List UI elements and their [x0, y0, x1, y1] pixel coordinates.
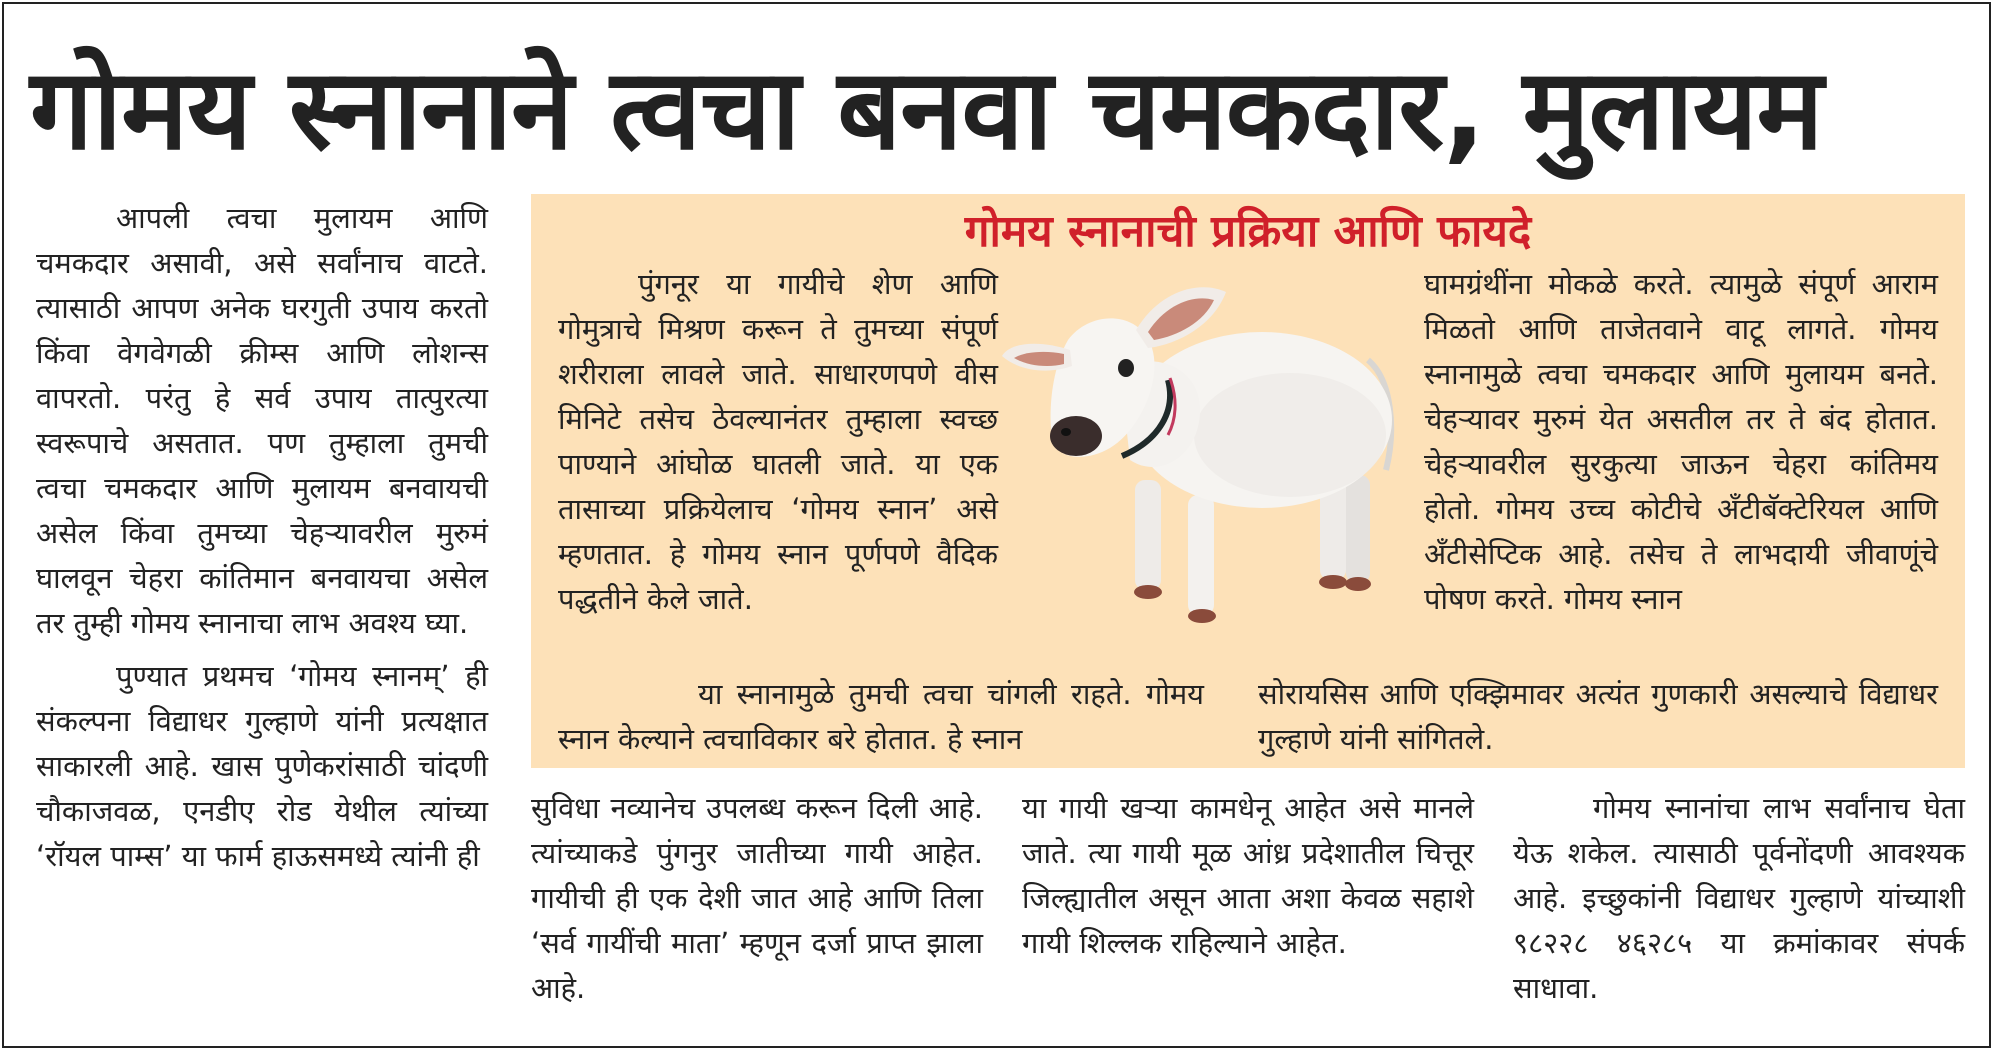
bottom-column-3 — [1022, 786, 1474, 966]
bottom-column-4 — [1513, 786, 1965, 1011]
left-paragraph-1: आपली त्वचा मुलायम आणि चमकदार असावी, असे सर्वांनाच वाटते. त्यासाठी आपण अनेक घरगुती उपाय करतो किंवा वेगवेगळी क्रीम्स आणि लोशन्स वापरतो. परंतु हे सर्व उपाय तात्पुरत्या स्वरूपाचे असतात. पण तुम्हाला तुमची त्वचा चमकदार आणि मुलायम बनवायची असेल किंवा तुमच्या चेहऱ्यावरील मुरुमं घालवून चेहरा कांतिमान बनवायचा असेल तर तुम्ही गोमय स्नानाचा लाभ अवश्य घ्या. — [36, 201, 488, 640]
left-paragraph-2: पुण्यात प्रथमच ‘गोमय स्नानम्’ ही संकल्पना विद्याधर गुल्हाणे यांनी प्रत्यक्षात साकारली आहे. खास पुणेकरांसाठी चांदणी चौकाजवळ, एनडीए रोड येथील त्यांच्या ‘रॉयल पाम्स’ या फार्म हाऊसमध्ये त्यांनी ही — [36, 659, 488, 873]
left-column — [36, 196, 488, 879]
box-left-text: पुंगनूर या गायीचे शेण आणि गोमुत्राचे मिश्रण करून ते तुमच्या संपूर्ण शरीराला लावले जाते. साधारणपणे वीस मिनिटे तसेच ठेवल्यानंतर तुम्हाला स्वच्छ पाण्याने आंघोळ घातली जाते. या एक तासाच्या प्रक्रियेलाच ‘गोमय स्नान’ असे म्हणतात. हे गोमय स्नान पूर्णपणे वैदिक पद्धतीने केले जाते. — [558, 267, 998, 616]
box-bottom-left-block — [558, 672, 1204, 762]
cow-photo — [1000, 270, 1420, 630]
bottom-column-3-text: या गायी खऱ्या कामधेनू आहेत असे मानले जाते. त्या गायी मूळ आंध्र प्रदेशातील चित्तूर जिल्ह्यातील असून आता अशा केवळ सहाशे गायी शिल्लक राहिल्याने आहेत. — [1022, 791, 1474, 960]
box-bottom-right-block — [1258, 672, 1938, 762]
box-bottom-left-text: या स्नानामुळे तुमची त्वचा चांगली राहते. गोमय स्नान केल्याने त्वचाविकार बरे होतात. हे स्नान — [558, 677, 1204, 756]
bottom-column-2 — [531, 786, 983, 1011]
box-left-text-block — [558, 262, 998, 622]
box-bottom-right-text: सोरायसिस आणि एक्झिमावर अत्यंत गुणकारी असल्याचे विद्याधर गुल्हाणे यांनी सांगितले. — [1258, 677, 1938, 756]
bottom-column-4-text: गोमय स्नानांचा लाभ सर्वांनाच घेता येऊ शकेल. त्यासाठी पूर्वनोंदणी आवश्यक आहे. इच्छुकांनी विद्याधर गुल्हाणे यांच्याशी ९८२२८ ४६२८५ या क्रमांकावर संपर्क साधावा. — [1513, 791, 1965, 1005]
box-right-text: घामग्रंथींना मोकळे करते. त्यामुळे संपूर्ण आराम मिळतो आणि ताजेतवाने वाटू लागते. गोमय स्नानामुळे त्वचा चमकदार आणि मुलायम बनते. चेहऱ्यावर मुरुमं येत असतील तर ते बंद होतात. चेहऱ्यावरील सुरकुत्या जाऊन चेहरा कांतिमय होतो. गोमय उच्च कोटीचे अँटीबॅक्टेरियल आणि अँटीसेप्टिक आहे. तसेच ते लाभदायी जीवाणूंचे पोषण करते. गोमय स्नान — [1424, 267, 1938, 616]
box-title: गोमय स्नानाची प्रक्रिया आणि फायदे — [964, 206, 1532, 257]
headline: गोमय स्नानाने त्वचा बनवा चमकदार, मुलायम — [30, 45, 1823, 175]
bottom-column-2-text: सुविधा नव्यानेच उपलब्ध करून दिली आहे. त्यांच्याकडे पुंगनुर जातीच्या गायी आहेत. गायीची ही एक देशी जात आहे आणि तिला ‘सर्व गायींची माता’ म्हणून दर्जा प्राप्त झाला आहे. — [531, 791, 983, 1005]
box-right-text-block — [1424, 262, 1938, 622]
